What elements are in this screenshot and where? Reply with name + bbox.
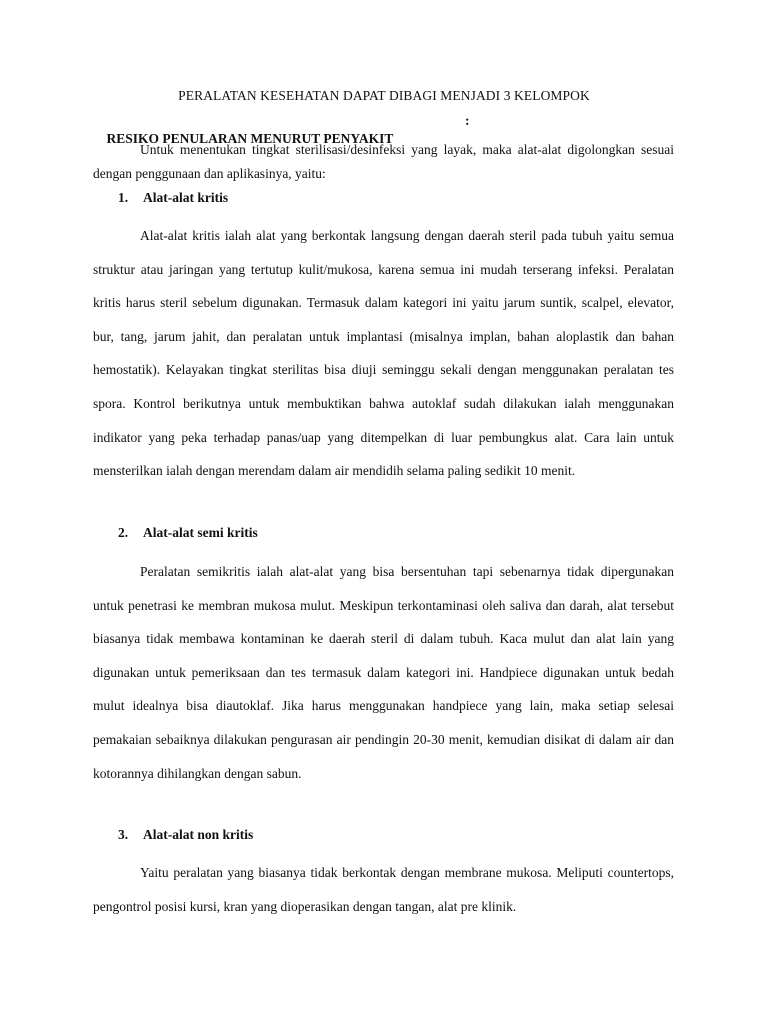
section-heading-text: Alat-alat kritis (143, 190, 229, 205)
section-heading-text: Alat-alat semi kritis (143, 525, 258, 540)
section-number: 3. (118, 827, 129, 842)
subtitle-colon: : (465, 113, 470, 128)
section-heading-1 (118, 189, 228, 207)
section-body-3: Yaitu peralatan yang biasanya tidak berkontak dengan membrane mukosa. Meliputi countertops, pengontrol posisi kursi, kran yang dioperasikan dengan tangan, alat pre klinik. (93, 865, 674, 914)
section-heading-text: Alat-alat non kritis (143, 827, 254, 842)
section-body-1: Alat-alat kritis ialah alat yang berkontak langsung dengan daerah steril pada tubuh yaitu semua struktur atau jaringan yang tertutup kulit/mukosa, karena semua ini mudah terserang infeksi. Peralatan kritis harus steril sebelum digunakan. Termasuk dalam kategori ini yaitu jarum suntik, scalpel, elevator, bur, tang, jarum jahit, dan peralatan untuk implantasi (misalnya implan, bahan aloplastik dan bahan hemostatik). Kelayakan tingkat sterilitas bisa diuji seminggu sekali dengan menggunakan peralatan tes spora. Kontrol berikutnya untuk membuktikan bahwa autoklaf sudah dilakukan ialah menggunakan indikator yang peka terhadap panas/uap yang ditempelkan di luar pembungkus alat. Cara lain untuk mensterilkan ialah dengan merendam dalam air mendidih selama paling sedikit 10 menit. (93, 228, 674, 479)
document-title: PERALATAN KESEHATAN DAPAT DIBAGI MENJADI 3 KELOMPOK (178, 88, 590, 103)
section-heading-3 (118, 826, 253, 844)
section-body-2: Peralatan semikritis ialah alat-alat yang bisa bersentuhan tapi sebenarnya tidak dipergunakan untuk penetrasi ke membran mukosa mulut. Meskipun terkontaminasi oleh saliva dan darah, alat tersebut biasanya tidak membawa kontaminan ke daerah steril di dalam tubuh. Kaca mulut dan alat lain yang digunakan untuk pemeriksaan dan tes termasuk dalam kategori ini. Handpiece digunakan untuk bedah mulut idealnya bisa diautoklaf. Jika harus menggunakan handpiece yang lain, maka setiap selesai pemakaian sebaiknya dilakukan pengurasan air pendingin 20-30 menit, kemudian disikat di dalam air dan kotorannya dihilangkan dengan sabun. (93, 564, 674, 781)
section-number: 1. (118, 190, 129, 205)
subtitle-text: RESIKO PENULARAN MENURUT PENYAKIT (106, 131, 394, 146)
section-number: 2. (118, 525, 129, 540)
intro-paragraph: Untuk menentukan tingkat sterilisasi/desinfeksi yang layak, maka alat-alat digolongkan sesuai dengan penggunaan dan aplikasinya, yaitu: (93, 142, 674, 181)
section-heading-2 (118, 524, 258, 542)
